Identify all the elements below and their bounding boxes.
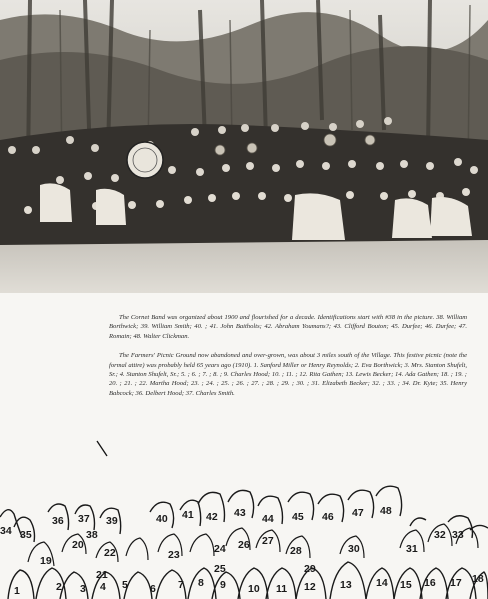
pencil-mark-icon: [96, 440, 110, 458]
key-number: 6: [150, 583, 156, 595]
key-number: 42: [206, 511, 218, 523]
key-number: 5: [122, 579, 128, 591]
key-number: 44: [262, 513, 274, 525]
key-number: 47: [352, 507, 364, 519]
caption-paragraph-picnic: The Farmers' Picnic Ground now abandoned and over-grown, was about 3 miles south of the Village. This festive picnic (note the formal attire) was probably held 65 years ago (1910). 1. Sanford Miller or Henry Reynolds; 2. Eva Borthwick; 3. Mrs. Stanton Shufelt, Sr.; 4. Stanton Shufelt, Sr.; 5. ; 6. ; 7. ; 8. ; 9. Charles Hood; 10. ; 11. ; 12. Rita Gathen; 13. Lewis Becker; 14. Ada Gathen; 18. ; 19. ; 20. ; 21. ; 22. Martha Hood; 23. ; 24. ; 25. ; 26. ; 27. ; 28. ; 29. ; 30. ; 31. Elizabeth Becker; 32. ; 33. ; 34. Dr. Kyte; 35. Henry Babcock; 36. Delbert Hood; 37. Charles Smith.: [109, 352, 467, 397]
key-number: 2: [56, 581, 62, 593]
key-number: 38: [86, 529, 98, 541]
key-number: 30: [348, 543, 360, 555]
photo-caption: [109, 313, 467, 408]
key-number: 11: [276, 583, 288, 595]
group-photograph: [0, 0, 488, 293]
key-number: 28: [290, 545, 302, 557]
key-number: 26: [238, 539, 250, 551]
key-number: 36: [52, 515, 64, 527]
key-number: 43: [234, 507, 246, 519]
key-number: 16: [424, 577, 436, 589]
key-number: 46: [322, 511, 334, 523]
key-number: 17: [450, 577, 462, 589]
key-number: 41: [182, 509, 194, 521]
key-number: 27: [262, 535, 274, 547]
key-number: 1: [14, 585, 20, 597]
key-number: 24: [214, 543, 226, 555]
key-number: 22: [104, 547, 116, 559]
key-number: 15: [400, 579, 412, 591]
key-number: 35: [20, 529, 32, 541]
key-number: 9: [220, 579, 226, 591]
key-number: 4: [100, 581, 106, 593]
key-number: 14: [376, 577, 388, 589]
key-number: 37: [78, 513, 90, 525]
key-number: 23: [168, 549, 180, 561]
key-number: 12: [304, 581, 316, 593]
key-number: 13: [340, 579, 352, 591]
key-number: 3: [80, 583, 86, 595]
key-number: 20: [72, 539, 84, 551]
key-number: 34: [0, 525, 12, 537]
key-number: 31: [406, 543, 418, 555]
key-number: 21: [96, 569, 108, 581]
key-number: 25: [214, 563, 226, 575]
key-number: 19: [40, 555, 52, 567]
key-number: 8: [198, 577, 204, 589]
key-number: 48: [380, 505, 392, 517]
numbered-silhouette-key: [0, 482, 488, 599]
caption-paragraph-band: The Cornet Band was organized about 1900 and flourished for a decade. Identifications start with #38 in the picture. 38. William Borthwick; 39. William Smith; 40. ; 41. John Baitholts; 42. Abraham Youmans?; 43. Clifford Bouton; 45. Durfee; 46. Durfee; 47. Romain; 48. Walter Clickman.: [109, 314, 467, 340]
key-number: 33: [452, 529, 464, 541]
key-number: 39: [106, 515, 118, 527]
key-number: 10: [248, 583, 260, 595]
key-number: 7: [178, 579, 184, 591]
key-number: 29: [304, 563, 316, 575]
key-number: 45: [292, 511, 304, 523]
key-number: 18: [472, 573, 484, 585]
key-number: 40: [156, 513, 168, 525]
key-number: 32: [434, 529, 446, 541]
